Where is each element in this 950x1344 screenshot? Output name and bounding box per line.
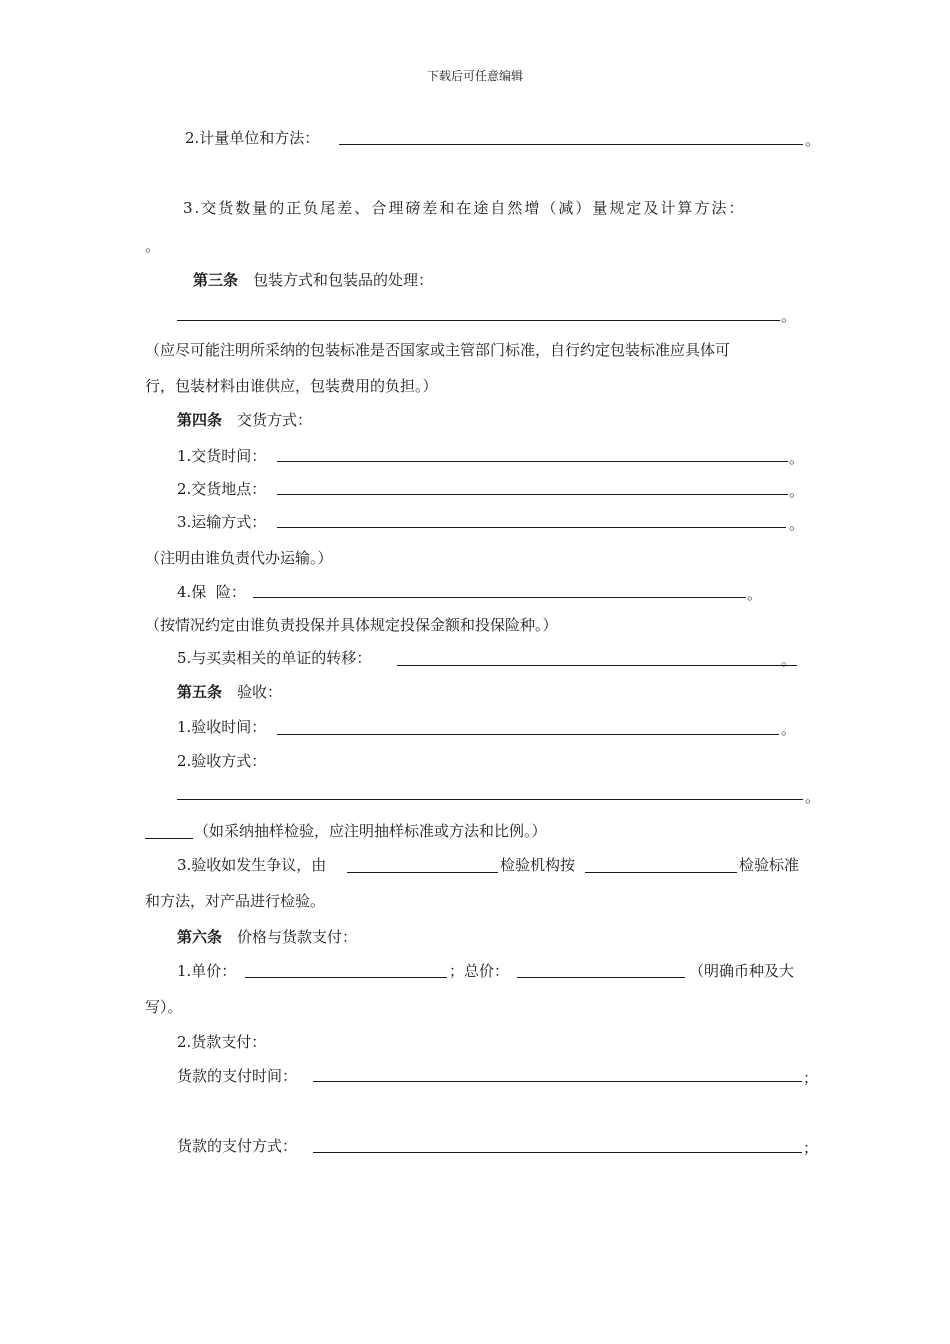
page-header: 下载后可任意编辑 bbox=[426, 69, 523, 83]
article-3-title: 第三条 bbox=[193, 271, 239, 289]
blank-transport[interactable] bbox=[277, 527, 786, 528]
article-6-title: 第六条 bbox=[177, 928, 223, 946]
period: 。 bbox=[781, 720, 797, 738]
semicolon: ； bbox=[803, 1069, 819, 1087]
item-quantity-tolerance: 3.交货数量的正负尾差、合理磅差和在途自然增（减）量规定及计算方法： bbox=[183, 199, 746, 217]
item-unit-method: 2.计量单位和方法： bbox=[185, 129, 320, 147]
total-price-label: ；总价： bbox=[449, 962, 510, 980]
blank-unit-method[interactable] bbox=[339, 144, 803, 145]
blank-inspection-agency[interactable] bbox=[347, 872, 498, 873]
note-sampling: （如采纳抽样检验，应注明抽样标准或方法和比例。） bbox=[194, 822, 547, 840]
blank-sampling[interactable] bbox=[145, 838, 193, 839]
documents-transfer-label: 5.与买卖相关的单证的转移： bbox=[177, 649, 372, 667]
blank-insurance[interactable] bbox=[253, 597, 746, 598]
blank-packaging[interactable] bbox=[177, 320, 780, 321]
semicolon: ； bbox=[803, 1139, 819, 1157]
period: 。 bbox=[805, 788, 821, 806]
blank-total-price[interactable] bbox=[517, 977, 685, 978]
article-4-title: 第四条 bbox=[177, 411, 223, 429]
currency-note-cont: 写）。 bbox=[145, 998, 183, 1016]
blank-payment-method[interactable] bbox=[313, 1152, 802, 1153]
period: 。 bbox=[805, 131, 821, 149]
transport-label: 3.运输方式： bbox=[177, 513, 267, 531]
blank-unit-price[interactable] bbox=[245, 977, 447, 978]
note-packaging-2: 行，包装材料由谁供应，包装费用的负担。） bbox=[145, 377, 438, 395]
period: 。 bbox=[747, 585, 763, 603]
blank-payment-time[interactable] bbox=[313, 1081, 802, 1082]
payment-time-label: 货款的支付时间： bbox=[177, 1067, 298, 1085]
note-packaging-1: （应尽可能注明所采纳的包装标准是否国家或主管部门标准，自行约定包装标准应具体可 bbox=[145, 341, 731, 359]
period: 。 bbox=[781, 307, 797, 325]
dispute-text-cont: 和方法，对产品进行检验。 bbox=[145, 892, 326, 910]
blank-acceptance-time[interactable] bbox=[277, 734, 779, 735]
period: 。 bbox=[781, 651, 797, 669]
dispute-text-2: 检验机构按 bbox=[500, 856, 576, 874]
note-transport: （注明由谁负责代办运输。） bbox=[145, 549, 333, 567]
article-5-text: 验收： bbox=[237, 683, 283, 701]
blank-delivery-time[interactable] bbox=[277, 461, 788, 462]
period: 。 bbox=[789, 515, 805, 533]
payment-label: 2.货款支付： bbox=[177, 1033, 267, 1051]
article-5-title: 第五条 bbox=[177, 683, 223, 701]
note-insurance: （按情况约定由谁负责投保并具体规定投保金额和投保险种。） bbox=[145, 616, 558, 634]
period: 。 bbox=[145, 237, 161, 255]
insurance-label: 4.保 险： bbox=[177, 583, 246, 601]
blank-documents-transfer[interactable] bbox=[397, 665, 797, 666]
acceptance-time-label: 1.验收时间： bbox=[177, 718, 267, 736]
unit-price-label: 1.单价： bbox=[177, 962, 237, 980]
article-3-text: 包装方式和包装品的处理： bbox=[253, 271, 434, 289]
article-4-text: 交货方式： bbox=[237, 411, 313, 429]
currency-note: （明确币种及大 bbox=[689, 962, 795, 980]
payment-method-label: 货款的支付方式： bbox=[177, 1137, 298, 1155]
blank-inspection-standard[interactable] bbox=[585, 872, 737, 873]
period: 。 bbox=[789, 482, 805, 500]
acceptance-method-label: 2.验收方式： bbox=[177, 752, 267, 770]
dispute-text-3: 检验标准 bbox=[739, 856, 800, 874]
dispute-text-1: 3.验收如发生争议，由 bbox=[177, 856, 327, 874]
delivery-place-label: 2.交货地点： bbox=[177, 480, 267, 498]
period: 。 bbox=[789, 449, 805, 467]
delivery-time-label: 1.交货时间： bbox=[177, 447, 267, 465]
blank-acceptance-method[interactable] bbox=[177, 799, 803, 800]
article-6-text: 价格与货款支付： bbox=[237, 928, 358, 946]
blank-delivery-place[interactable] bbox=[277, 494, 788, 495]
